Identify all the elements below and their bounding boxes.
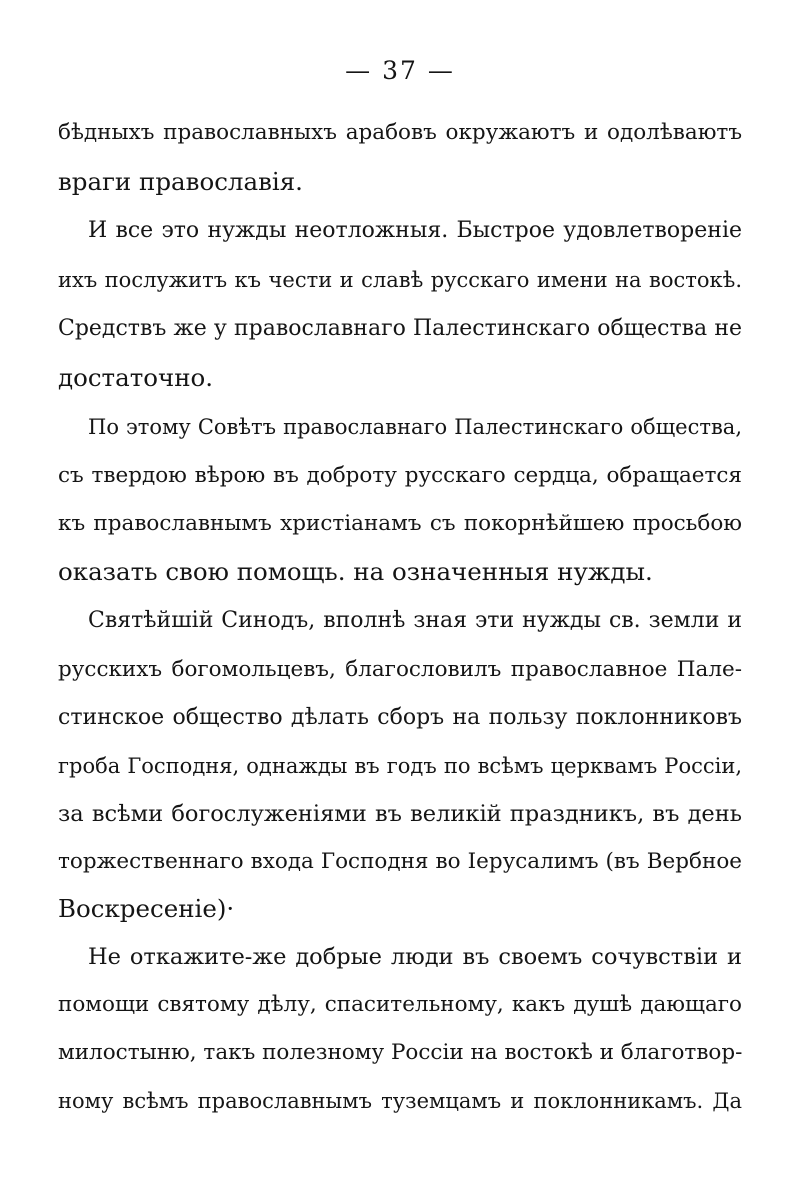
- text-line: торжественнаго входа Господня во Іерусалимъ (въ Вербное: [58, 849, 742, 874]
- text-line: ихъ послужитъ къ чести и славѣ русскаго имени на востокѣ.: [58, 268, 742, 292]
- text-line: бѣдныхъ православныхъ арабовъ окружаютъ и одолѣваютъ: [58, 120, 742, 145]
- text-line: враги православія.: [58, 167, 303, 196]
- text-line: Святѣйшій Синодъ, вполнѣ зная эти нужды св. земли и: [88, 608, 742, 633]
- text-line: къ православнымъ христіанамъ съ покорнѣйшею просьбою: [58, 511, 742, 536]
- text-line: съ твердою вѣрою въ доброту русскаго сердца, обращается: [58, 463, 742, 488]
- text-line: милостыню, такъ полезному Россіи на востокѣ и благотвор-: [58, 1040, 743, 1065]
- text-line: Не откажите-же добрые люди въ своемъ сочувствіи и: [88, 944, 742, 970]
- text-line: И все это нужды неотложныя. Быстрое удовлетвореніе: [88, 218, 742, 243]
- text-line: помощи святому дѣлу, спасительному, какъ душѣ дающаго: [58, 992, 742, 1017]
- page-number: — 37 —: [345, 56, 455, 85]
- text-line: достаточно.: [58, 363, 214, 392]
- text-line: за всѣми богослуженіями въ великій праздникъ, въ день: [58, 801, 742, 827]
- text-line: Воскресеніе)·: [58, 894, 235, 923]
- text-line: стинское общество дѣлать сборъ на пользу поклонниковъ: [58, 705, 742, 730]
- text-line: По этому Совѣтъ православнаго Палестинскаго общества,: [88, 415, 742, 439]
- text-line: Средствъ же у православнаго Палестинскаго общества не: [58, 316, 742, 341]
- text-line: русскихъ богомольцевъ, благословилъ православное Пале-: [58, 657, 742, 682]
- text-line: оказать свою помощь. на означенныя нужды.: [58, 557, 653, 586]
- text-line: гроба Господня, однажды въ годъ по всѣмъ церквамъ Россіи,: [58, 754, 742, 778]
- text-line: ному всѣмъ православнымъ туземцамъ и поклонникамъ. Да: [58, 1089, 742, 1113]
